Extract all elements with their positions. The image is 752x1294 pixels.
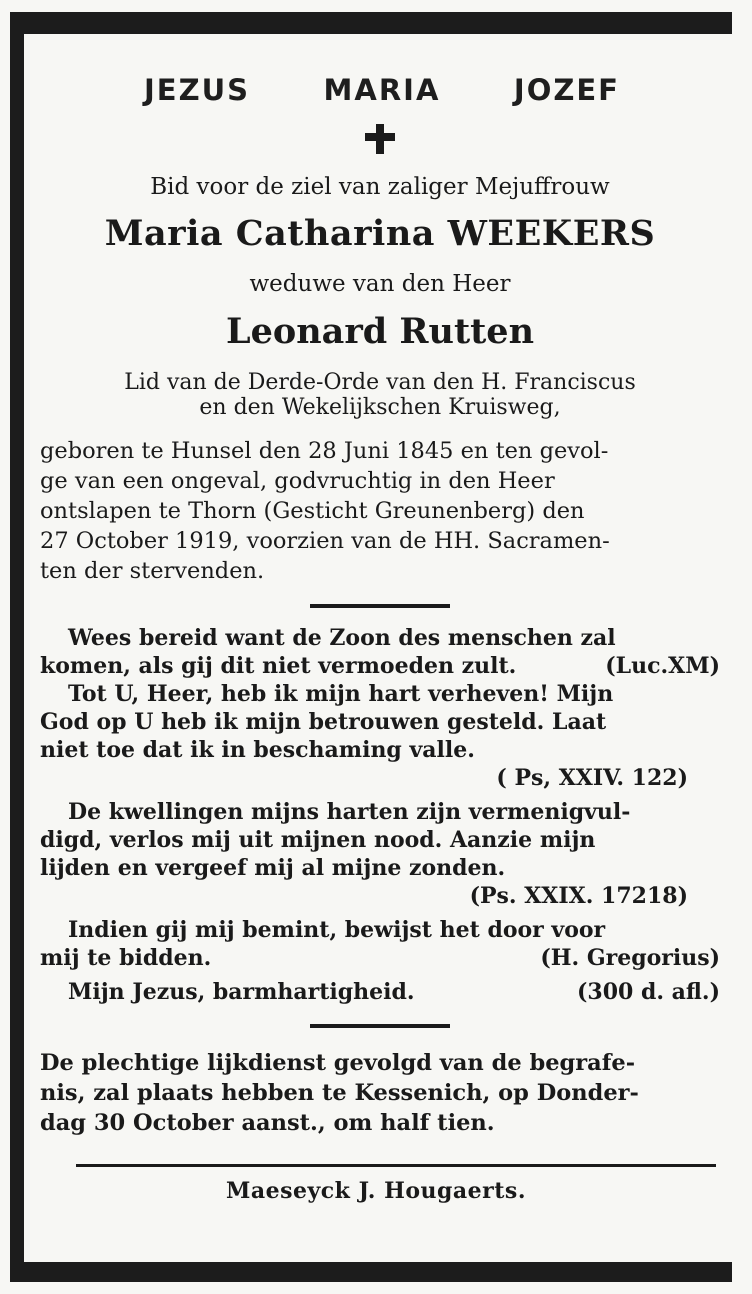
order-membership — [40, 370, 720, 420]
husband-name: Leonard Rutten — [225, 311, 535, 352]
bio-line: ten der stervenden. — [40, 558, 265, 584]
frame-border-corner — [720, 12, 732, 24]
header-jezus: JEZUS — [144, 73, 251, 107]
order-line: en den Wekelijkschen Kruisweg, — [199, 395, 561, 420]
prayer-line: God op U heb ik mijn betrouwen gesteld. Laat — [40, 709, 607, 735]
funeral-notice — [40, 1048, 720, 1138]
prayer-line: lijden en vergeef mij al mijne zonden. — [40, 855, 506, 881]
header-maria: MARIA — [323, 73, 441, 107]
prayer-reference: (H. Gregorius) — [540, 945, 720, 971]
prayer-reference: (300 d. afl.) — [576, 979, 720, 1005]
divider — [310, 1024, 450, 1028]
funeral-line: dag 30 October aanst., om half tien. — [40, 1110, 495, 1136]
order-line: Lid van de Derde-Orde van den H. Franciscus — [124, 370, 636, 395]
header-invocation — [40, 70, 720, 110]
bio-line: geboren te Hunsel den 28 Juni 1845 en ten gevol- — [40, 438, 609, 464]
prayer-text: komen, als gij dit niet vermoeden zult. — [40, 653, 517, 679]
prayer-line: Wees bereid want de Zoon des menschen zal — [68, 625, 616, 651]
bottom-divider — [76, 1164, 716, 1167]
card-content — [40, 70, 720, 1138]
divider — [310, 604, 450, 608]
prayer-line: De kwellingen mijns harten zijn vermenigvul- — [68, 799, 631, 825]
prayer-reference: ( Ps, XXIV. 122) — [496, 765, 688, 791]
prayers — [40, 624, 720, 1006]
frame-border-left — [10, 12, 24, 1282]
prayer-reference: (Luc.XM) — [605, 653, 720, 679]
prayer-line: Indien gij mij bemint, bewijst het door voor — [68, 917, 606, 943]
deceased-name: Maria Catharina WEEKERS — [104, 213, 656, 254]
prayer-line: niet toe dat ik in beschaming valle. — [40, 737, 475, 763]
bio-line: ge van een ongeval, godvruchtig in den Heer — [40, 468, 555, 494]
bio-line: ontslapen te Thorn (Gesticht Greunenberg) den — [40, 498, 585, 524]
funeral-line: nis, zal plaats hebben te Kessenich, op Donder- — [40, 1080, 639, 1106]
bio-line: 27 October 1919, voorzien van de HH. Sacramen- — [40, 528, 610, 554]
header-jozef: JOZEF — [513, 73, 620, 107]
cross-icon — [365, 124, 395, 154]
prayer-text: Mijn Jezus, barmhartigheid. — [68, 979, 415, 1005]
biography — [40, 436, 720, 586]
widow-line: weduwe van den Heer — [249, 271, 511, 297]
prayer-line: digd, verlos mij uit mijnen nood. Aanzie mijn — [40, 827, 596, 853]
prayer-reference: (Ps. XXIX. 17218) — [469, 883, 688, 909]
prayer-line — [40, 652, 720, 680]
printer-imprint: Maeseyck J. Hougaerts. — [226, 1178, 526, 1204]
intro-text: Bid voor de ziel van zaliger Mejuffrouw — [150, 174, 610, 200]
prayer-line: Tot U, Heer, heb ik mijn hart verheven! Mijn — [68, 681, 614, 707]
frame-border-top — [10, 12, 732, 34]
prayer-text: mij te bidden. — [40, 945, 212, 971]
prayer-line — [40, 978, 720, 1006]
frame-border-bottom — [10, 1262, 732, 1282]
prayer-line — [40, 944, 720, 972]
funeral-line: De plechtige lijkdienst gevolgd van de begrafe- — [40, 1050, 636, 1076]
